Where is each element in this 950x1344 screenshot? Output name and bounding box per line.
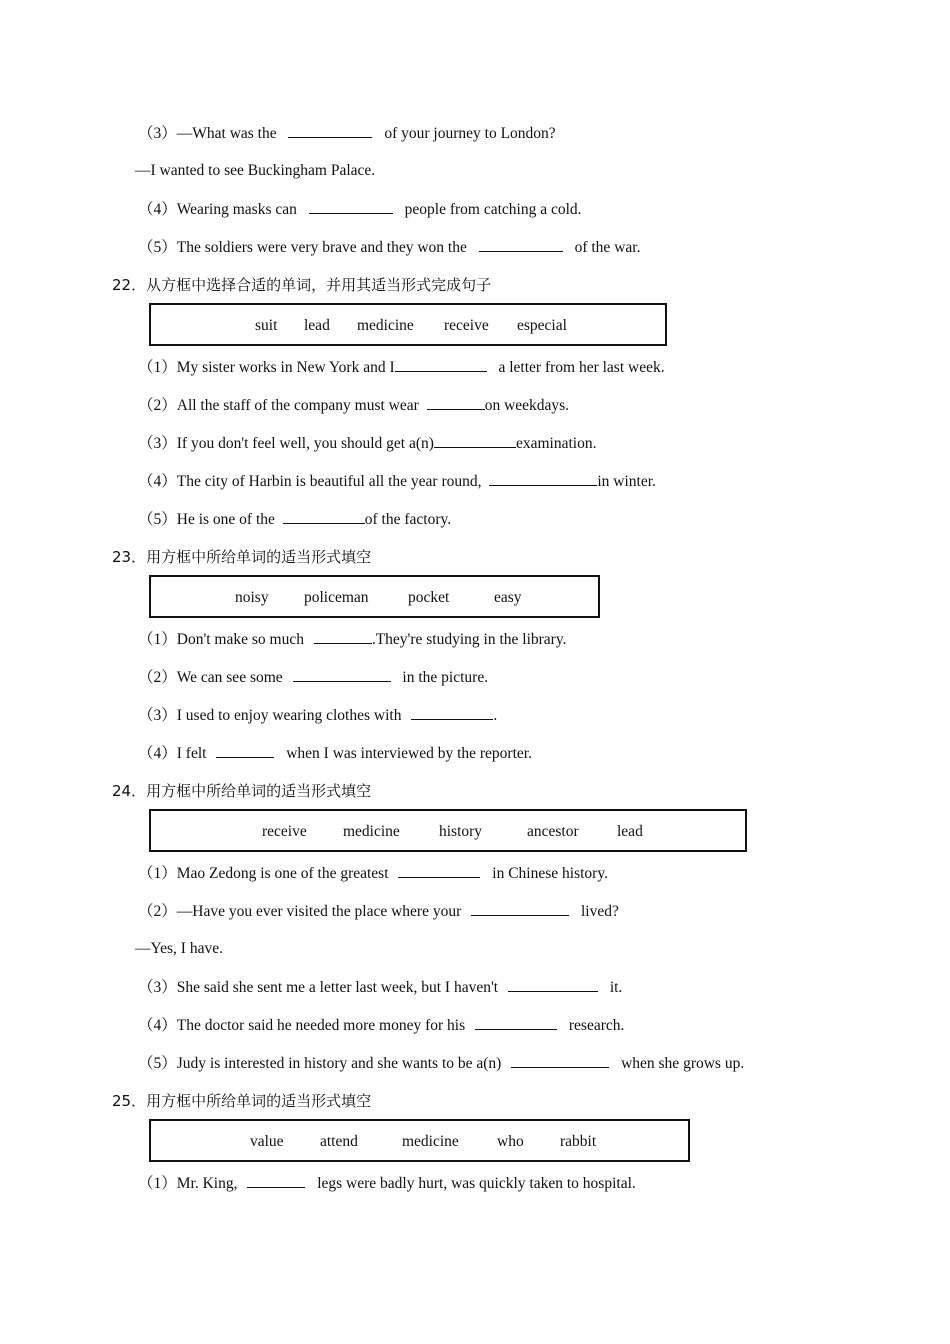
q25-item-1-text-before: （1）Mr. King, xyxy=(138,1175,238,1192)
word-box-item: who xyxy=(497,1133,524,1150)
q23-heading: 23．用方框中所给单词的适当形式填空 xyxy=(112,548,372,566)
q24-item-2-text-before: （2）—Have you ever visited the place where your xyxy=(138,903,462,920)
q21-item-5-text-before: （5）The soldiers were very brave and they won the xyxy=(138,239,467,256)
q23-item-1 xyxy=(138,629,566,650)
answer-blank[interactable] xyxy=(427,395,485,410)
word-box-item: noisy xyxy=(235,589,269,606)
q24-item-1-text-before: （1）Mao Zedong is one of the greatest xyxy=(138,865,389,882)
answer-blank[interactable] xyxy=(309,199,393,214)
q24-item-5-text-before: （5）Judy is interested in history and she wants to be a(n) xyxy=(138,1055,502,1072)
q24-item-4-text-after: research. xyxy=(568,1017,625,1034)
q22-item-2 xyxy=(138,395,569,416)
word-box-item: policeman xyxy=(304,589,369,606)
answer-blank[interactable] xyxy=(247,1173,305,1188)
q22-item-3 xyxy=(138,433,596,454)
q21-item-4 xyxy=(138,199,582,220)
q22-item-1-text-after: a letter from her last week. xyxy=(498,359,665,376)
answer-blank[interactable] xyxy=(293,667,391,682)
q22-item-3-text-before: （3）If you don't feel well, you should get a(n) xyxy=(138,435,434,452)
q21-item-5-text-after: of the war. xyxy=(574,239,641,256)
q23-item-2-text-after: in the picture. xyxy=(402,669,489,686)
word-box-item: pocket xyxy=(408,589,450,606)
q24-item-3-text-before: （3）She said she sent me a letter last week, but I haven't xyxy=(138,979,499,996)
answer-blank[interactable] xyxy=(489,471,597,486)
answer-blank[interactable] xyxy=(475,1015,557,1030)
q23-item-4-text-before: （4）I felt xyxy=(138,745,207,762)
q24-item-2 xyxy=(138,901,619,922)
q25-item-1 xyxy=(138,1173,636,1194)
word-box-item: medicine xyxy=(343,823,400,840)
q23-item-2-text-before: （2）We can see some xyxy=(138,669,283,686)
q24-item-4 xyxy=(138,1015,624,1036)
q24-item-5 xyxy=(138,1053,744,1074)
q24-heading: 24．用方框中所给单词的适当形式填空 xyxy=(112,782,372,800)
q23-item-2 xyxy=(138,667,488,688)
q24-item-2-text-after: lived? xyxy=(581,903,619,920)
answer-blank[interactable] xyxy=(508,977,598,992)
q21-item-3-text-before: （3）—What was the xyxy=(138,125,277,142)
word-box-item: lead xyxy=(617,823,643,840)
q22-item-3-text-after: examination. xyxy=(515,435,597,452)
q24-item-1-text-after: in Chinese history. xyxy=(492,865,608,882)
answer-blank[interactable] xyxy=(411,705,493,720)
q24-word-box xyxy=(149,809,747,852)
q22-item-2-text-before: （2）All the staff of the company must wear xyxy=(138,397,419,414)
q22-item-5-text-before: （5）He is one of the xyxy=(138,511,275,528)
q24-item-4-text-before: （4）The doctor said he needed more money for his xyxy=(138,1017,466,1034)
q22-item-4-text-before: （4）The city of Harbin is beautiful all the year round, xyxy=(138,473,482,490)
q23-item-4-text-after: when I was interviewed by the reporter. xyxy=(286,745,532,762)
answer-blank[interactable] xyxy=(479,237,563,252)
word-box-item: history xyxy=(439,823,483,840)
answer-blank[interactable] xyxy=(398,863,480,878)
q22-item-4-text-after: in winter. xyxy=(597,473,656,490)
q23-item-4 xyxy=(138,743,532,764)
q25-item-1-text-after: legs were badly hurt, was quickly taken to hospital. xyxy=(317,1175,636,1192)
q22-item-5-text-after: of the factory. xyxy=(364,511,452,528)
q23-item-3-text-after: . xyxy=(493,707,498,724)
q21-item-5 xyxy=(138,237,640,258)
q21-item-4-text-after: people from catching a cold. xyxy=(404,201,582,218)
answer-blank[interactable] xyxy=(314,629,372,644)
q22-item-2-text-after: on weekdays. xyxy=(484,397,570,414)
word-box-item: medicine xyxy=(357,317,414,334)
word-box-item: receive xyxy=(444,317,489,334)
answer-blank[interactable] xyxy=(395,357,487,372)
answer-blank[interactable] xyxy=(434,433,516,448)
q22-item-4 xyxy=(138,471,656,492)
q24-item-3-text-after: it. xyxy=(609,979,623,996)
q24-item-1 xyxy=(138,863,608,884)
word-box-item: ancestor xyxy=(527,823,579,840)
q23-item-1-text-before: （1）Don't make so much xyxy=(138,631,304,648)
q24-item-3 xyxy=(138,977,622,998)
word-box-item: lead xyxy=(304,317,330,334)
word-box-item: especial xyxy=(517,317,567,334)
q23-item-3 xyxy=(138,705,497,726)
q22-word-box xyxy=(149,303,667,346)
q22-item-1 xyxy=(138,357,665,378)
word-box-item: suit xyxy=(255,317,278,334)
q22-item-1-text-before: （1）My sister works in New York and I xyxy=(138,359,395,376)
word-box-item: easy xyxy=(494,589,522,606)
answer-blank[interactable] xyxy=(511,1053,609,1068)
q24-item-2-reply: —Yes, I have. xyxy=(135,940,223,957)
q22-item-5 xyxy=(138,509,451,530)
q21-item-3-text-after: of your journey to London? xyxy=(384,125,556,142)
q24-item-5-text-after: when she grows up. xyxy=(621,1055,745,1072)
answer-blank[interactable] xyxy=(283,509,365,524)
q23-item-1-text-after: .They're studying in the library. xyxy=(371,631,567,648)
word-box-item: rabbit xyxy=(560,1133,597,1150)
word-box-item: attend xyxy=(320,1133,358,1150)
q21-item-3-reply: —I wanted to see Buckingham Palace. xyxy=(135,162,376,179)
q21-item-4-text-before: （4）Wearing masks can xyxy=(138,201,297,218)
word-box-item: medicine xyxy=(402,1133,459,1150)
q23-word-box xyxy=(149,575,600,618)
word-box-item: receive xyxy=(262,823,307,840)
answer-blank[interactable] xyxy=(216,743,274,758)
q21-item-3 xyxy=(138,123,556,144)
q25-word-box xyxy=(149,1119,690,1162)
word-box-item: value xyxy=(250,1133,284,1150)
answer-blank[interactable] xyxy=(471,901,569,916)
q22-heading: 22．从方框中选择合适的单词，并用其适当形式完成句子 xyxy=(112,276,492,294)
q25-heading: 25．用方框中所给单词的适当形式填空 xyxy=(112,1092,372,1110)
answer-blank[interactable] xyxy=(288,123,372,138)
q23-item-3-text-before: （3）I used to enjoy wearing clothes with xyxy=(138,707,402,724)
